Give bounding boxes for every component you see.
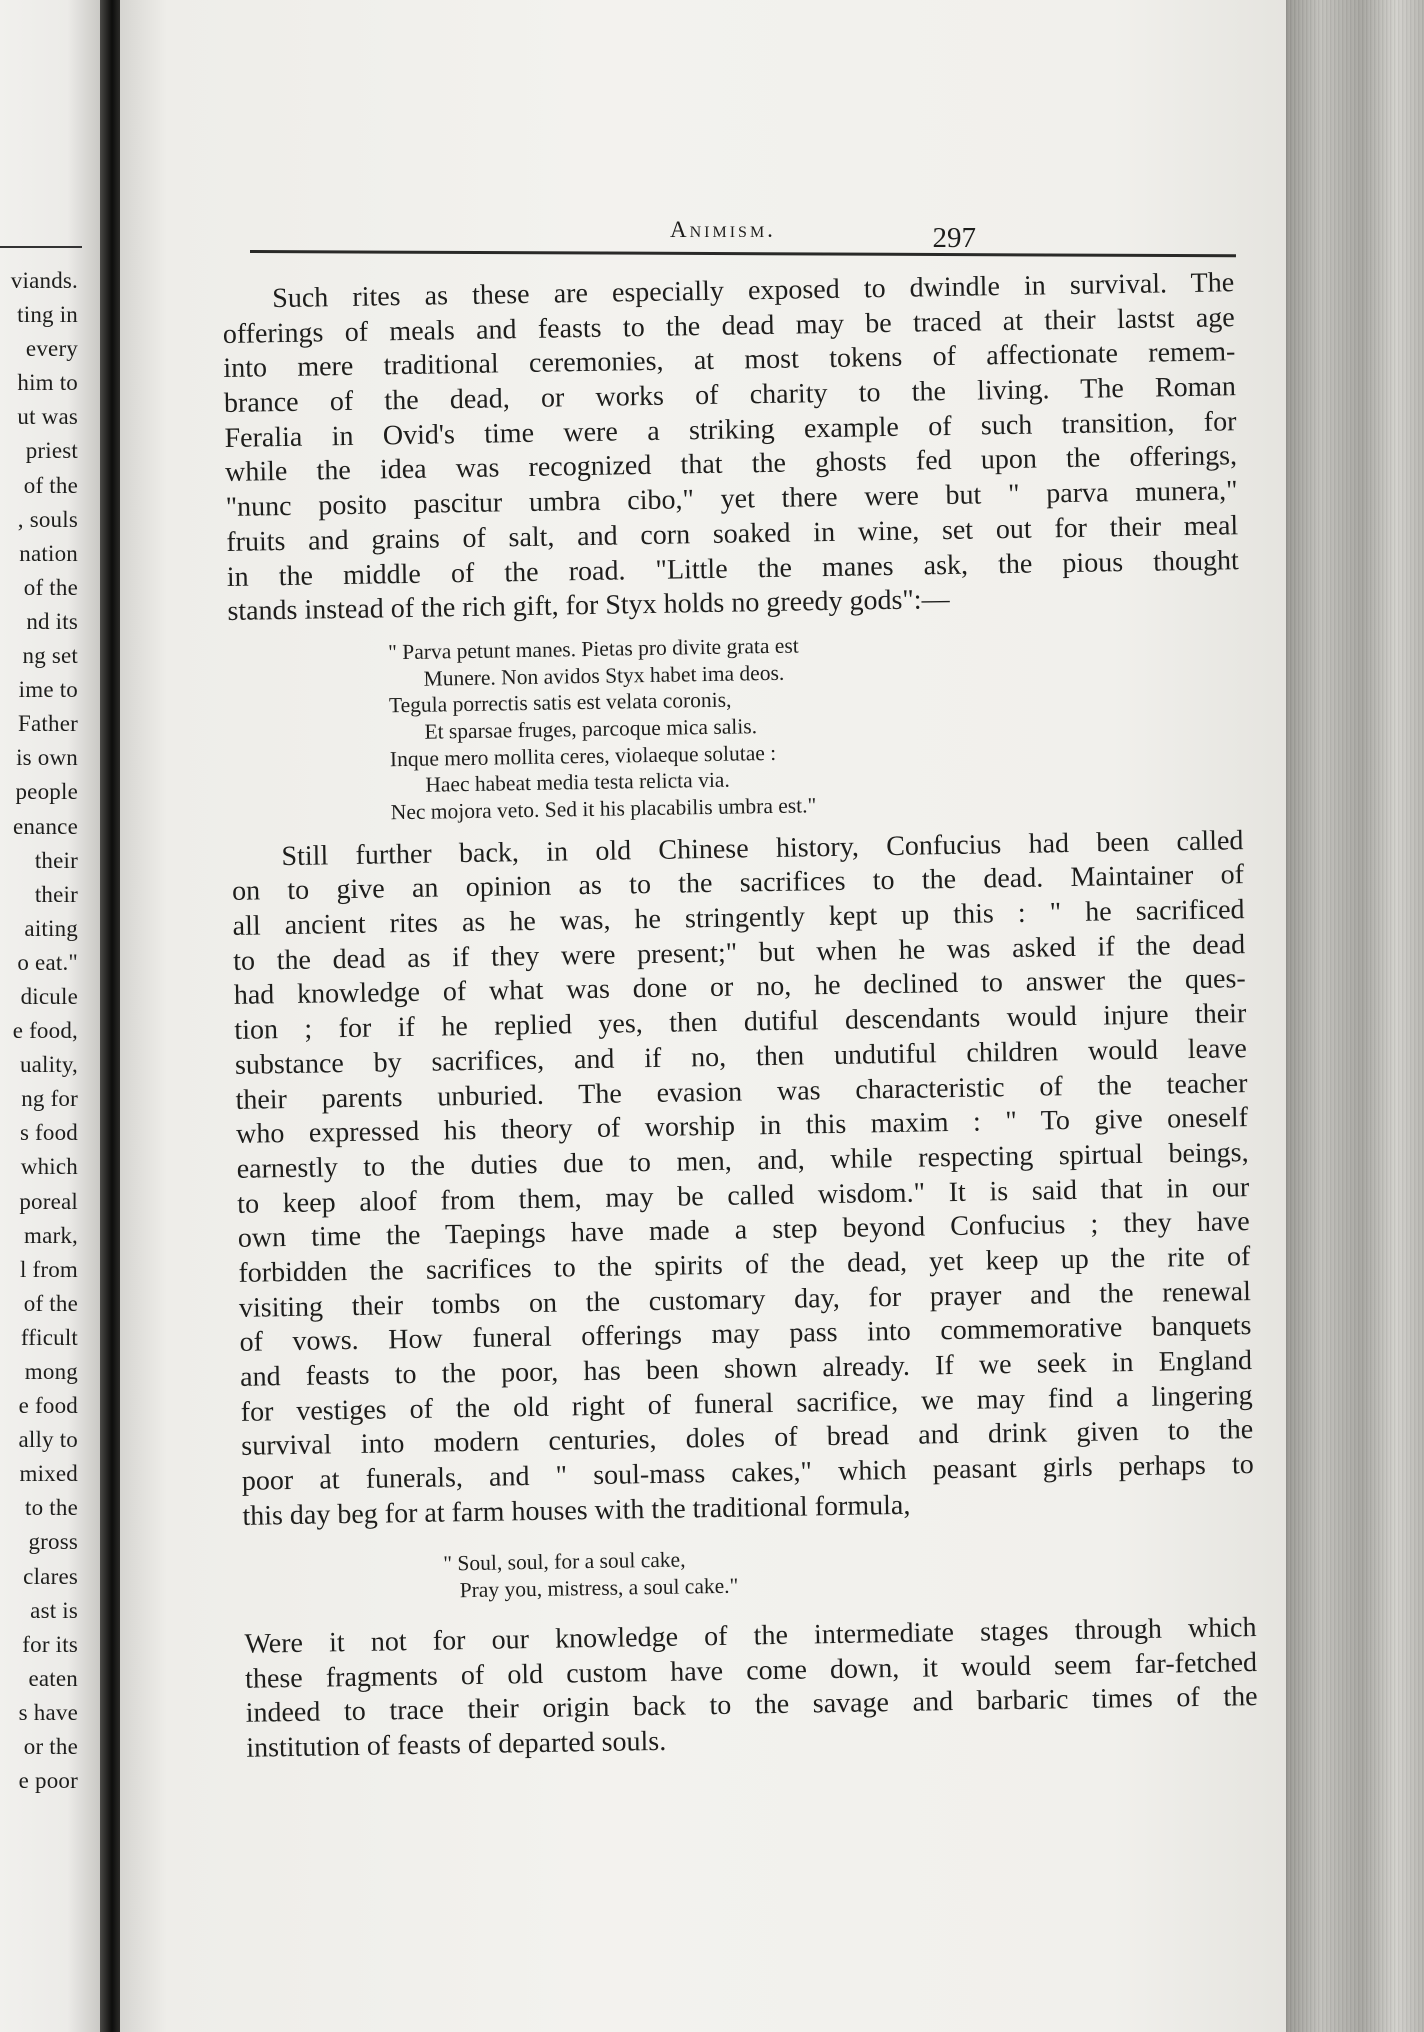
left-page-line: enance [12,813,78,839]
left-facing-page [0,0,112,2032]
text-line: "nunc posito pascitur umbra cibo," yet there were but " parva munera," [225,475,1238,524]
left-page-line: for its [22,1631,78,1657]
left-page-line: clares [23,1563,78,1589]
left-page-line: uality, [19,1052,78,1078]
text-line: offerings of meals and feasts to the dead may be traced at their lastst age [222,301,1235,350]
left-page-line: of the [23,574,78,600]
left-page-line: him to [17,370,78,396]
verse-line: Munere. Non avidos Styx habet ima deos. [423,660,785,691]
left-page-line: every [25,336,78,362]
left-page-line: , souls [17,506,78,532]
text-line: who expressed his theory of worship in this maxim : " To give oneself [235,1102,1249,1151]
left-page-line: their [34,847,78,873]
text-line: visiting their tombs on the customary day, for prayer and the renewal [238,1275,1252,1324]
left-page-line: ng set [22,643,78,669]
text-line: this day beg for at farm houses with the traditional formula, [242,1489,911,1532]
verse-line: Pray you, mistress, a soul cake." [459,1573,739,1603]
left-page-line: e food [18,1393,78,1419]
verse-line: Tegula porrectis satis est velata coronis, [388,687,732,718]
verse-line: Nec mojora veto. Sed it his placabilis umbra est." [390,793,817,825]
left-page-line: l from [19,1256,78,1282]
text-line: earnestly to the duties due to men, and, while respecting spirtual beings, [236,1136,1249,1185]
verse-line: Inque mero mollita ceres, violaeque solutae : [389,740,777,771]
text-line: brance of the dead, or works of charity to the living. The Roman [223,371,1237,420]
left-page-line: viands. [10,268,78,293]
text-line: had knowledge of what was done or no, he declined to answer the ques- [233,963,1246,1012]
left-page-line: nd its [26,608,78,634]
text-line: of vows. How funeral offerings may pass into commemorative banquets [239,1310,1252,1359]
text-line: poor at funerals, and " soul-mass cakes," which peasant girls perhaps to [241,1449,1254,1497]
left-page-header-rule [0,246,82,248]
text-line: stands instead of the rich gift, for Styx holds no greedy gods":— [227,584,950,628]
left-page-line: e food, [12,1018,78,1044]
text-line: forbidden the sacrifices to the spirits of the dead, yet keep up the rite of [238,1241,1251,1289]
left-page-line: people [15,779,78,805]
text-line: all ancient rites as he was, he stringently kept up this : " he sacrificed [232,894,1245,942]
left-page-line: priest [25,438,78,464]
paragraph-1 [222,266,1240,630]
text-line: on to give an opinion as to the sacrifices to the dead. Maintainer of [231,859,1245,908]
left-page-line: gross [28,1529,78,1555]
left-page-line: mixed [19,1461,78,1487]
page-stack-edge [1286,0,1424,2032]
left-page-line: to the [25,1495,78,1521]
left-page-line: of the [23,472,78,498]
left-page-line: e poor [18,1768,78,1794]
left-page-line: ast is [30,1597,78,1623]
main-page [120,0,1286,2032]
left-page-line: of the [23,1290,78,1316]
left-page-line: o eat." [17,949,78,975]
left-page-line: Father [18,711,78,737]
text-line: for vestiges of the old right of funeral sacrifice, we may find a lingering [240,1379,1253,1428]
text-line: Such rites as these are especially exposed to dwindle in survival. The [272,267,1235,315]
text-line: into mere traditional ceremonies, at most tokens of affectionate remem- [223,336,1236,385]
text-line: indeed to trace their origin back to the savage and barbaric times of the [245,1681,1258,1729]
left-page-line: s food [19,1120,78,1146]
left-page-line: aiting [24,915,78,941]
verse-line: Haec habeat media testa relicta via. [425,767,730,798]
verse-line: " Parva petunt manes. Pietas pro divite grata est [387,633,799,665]
header-rule [250,250,1236,257]
left-page-line: is own [16,745,78,771]
left-page-line: nation [19,540,78,566]
left-page-line: mark, [23,1222,78,1248]
text-line: fruits and grains of salt, and corn soaked in wine, set out for their meal [226,510,1239,558]
paragraph-3 [244,1611,1258,1767]
text-line: tion ; for if he replied yes, then dutiful descendants would injure their [234,998,1247,1047]
text-line: while the idea was recognized that the ghosts fed upon the offerings, [224,440,1238,489]
text-line: Still further back, in old Chinese history, Confucius had been called [281,824,1244,872]
text-line: their parents unburied. The evasion was characteristic of the teacher [235,1067,1248,1116]
left-page-line: eaten [28,1665,78,1691]
left-page-line: ng for [21,1086,78,1112]
page-body [222,266,1258,1766]
text-line: to keep aloof from them, may be called wisdom." It is said that in our [237,1171,1250,1220]
left-page-line: poreal [19,1188,78,1214]
left-page-line: ting in [17,302,78,328]
left-page-line: or the [23,1734,78,1760]
text-line: to the dead as if they were present;" but when he was asked if the dead [232,928,1246,977]
verse-line: " Soul, soul, for a soul cake, [443,1547,686,1576]
left-page-line: which [20,1154,78,1180]
left-page-line: s have [18,1699,78,1725]
text-line: in the middle of the road. "Little the manes ask, the pious thought [226,544,1239,593]
text-line: substance by sacrifices, and if no, then undutiful children would leave [234,1032,1248,1081]
left-page-line: fficult [20,1324,78,1350]
running-head: Animism. [670,217,776,242]
left-page-line: dicule [20,983,78,1009]
left-page-line: their [34,881,78,907]
text-line: own time the Taepings have made a step beyond Confucius ; they have [237,1206,1250,1255]
text-line: these fragments of old custom have come down, it would seem far-fetched [244,1646,1258,1695]
latin-verse-quote [228,625,1243,829]
page-number: 297 [932,222,976,254]
left-page-line: ally to [18,1427,78,1453]
text-line: and feasts to the poor, has been shown already. If we seek in England [239,1345,1253,1393]
text-line: survival into modern centuries, doles of bread and drink given to the [241,1414,1254,1463]
left-page-line: ut was [17,404,78,430]
left-page-line: ime to [18,677,78,703]
left-page-text-column [0,264,78,1798]
paragraph-2 [231,824,1254,1534]
text-line: institution of feasts of departed souls. [246,1725,667,1764]
left-page-line: mong [24,1359,78,1384]
text-line: Feralia in Ovid's time were a striking example of such transition, for [224,405,1237,454]
verse-line: Et sparsae fruges, parcoque mica salis. [424,714,758,744]
text-line: Were it not for our knowledge of the intermediate stages through which [244,1611,1257,1660]
